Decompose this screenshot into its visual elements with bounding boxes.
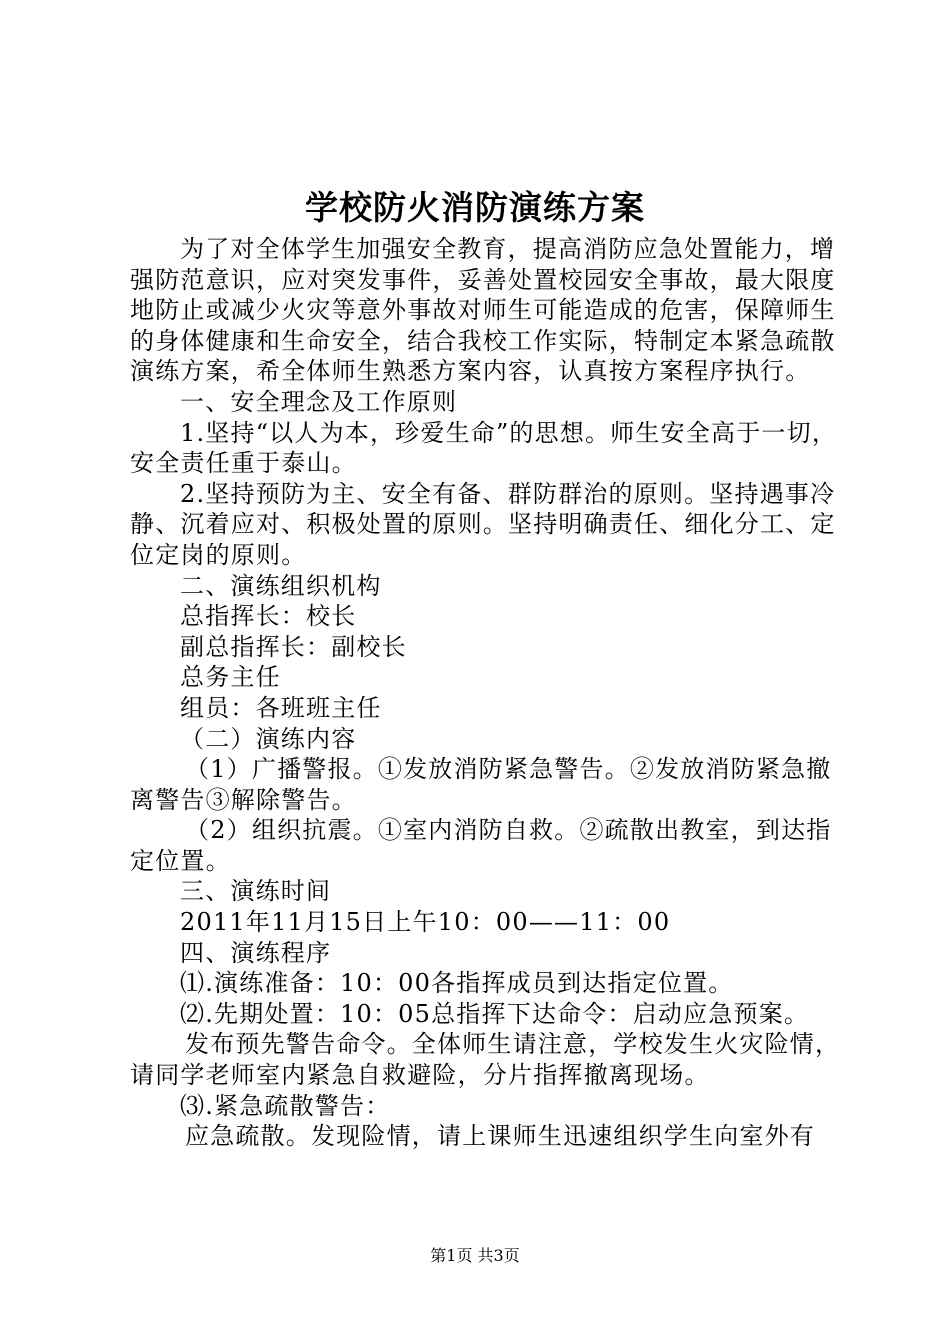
drill-time: 2011年11月15日上午10：00——11：00: [180, 908, 671, 937]
section-heading-time: 三、演练时间: [180, 877, 332, 906]
section-heading-organization: 二、演练组织机构: [180, 571, 382, 600]
section-heading-procedure: 四、演练程序: [180, 938, 332, 967]
procedure-step-3: ⑶.紧急疏散警告：: [180, 1091, 391, 1120]
procedure-evacuation: 应急疏散。发现险情，请上课师生迅速组织学生向室外有: [185, 1122, 815, 1151]
content-item-2: （2）组织抗震。①室内消防自救。②疏散出教室，到达指定位置。: [130, 816, 832, 875]
procedure-warning: 发布预先警告命令。全体师生请注意，学校发生火灾险情，请同学老师室内紧急自救避险，分片指挥撤离现场。: [130, 1030, 841, 1090]
content-item-1: （1）广播警报。①发放消防紧急警告。②发放消防紧急撤离警告③解除警告。: [130, 755, 832, 814]
document-title: 学校防火消防演练方案: [305, 188, 645, 227]
paragraph-principle-2: 2.坚持预防为主、安全有备、群防群治的原则。坚持遇事冷静、沉着应对、积极处置的原则。坚持明确责任、细化分工、定位定岗的原则。: [130, 479, 836, 569]
page-footer: 第1页 共3页: [430, 1246, 520, 1265]
org-deputy-commander: 副总指挥长：副校长: [180, 632, 407, 661]
org-general-affairs: 总务主任: [180, 663, 281, 692]
procedure-step-1: ⑴.演练准备：10：00各指挥成员到达指定位置。: [180, 969, 734, 998]
org-members: 组员：各班班主任: [180, 693, 382, 722]
org-commander: 总指挥长：校长: [180, 602, 357, 631]
document-body: [130, 234, 842, 1152]
section-heading-principles: 一、安全理念及工作原则: [180, 387, 458, 416]
paragraph-principle-1: 1.坚持“以人为本，珍爱生命”的思想。师生安全高于一切，安全责任重于泰山。: [130, 418, 838, 478]
procedure-step-2: ⑵.先期处置：10：05总指挥下达命令：启动应急预案。: [180, 999, 810, 1028]
paragraph-intro: 为了对全体学生加强安全教育，提高消防应急处置能力，增强防范意识，应对突发事件，妥善处置校园安全事故，最大限度地防止或减少火灾等意外事故对师生可能造成的危害，保障师生的身体健康和生命安全，结合我校工作实际，特制定本紧急疏散演练方案，希全体师生熟悉方案内容，认真按方案程序执行。: [130, 235, 836, 386]
section-heading-content: （二）演练内容: [180, 724, 357, 753]
